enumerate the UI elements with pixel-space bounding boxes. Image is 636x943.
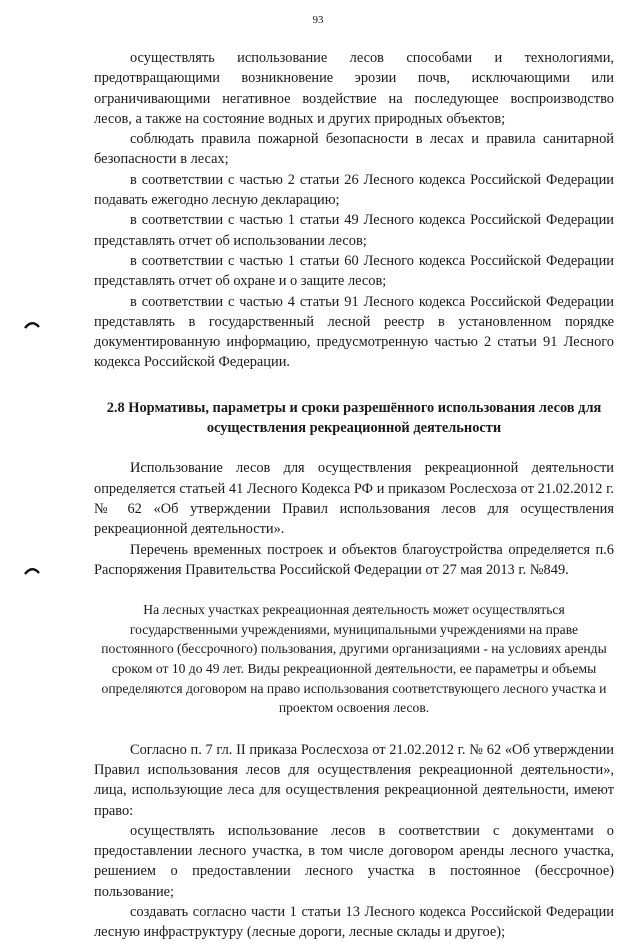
page-number: 93 (312, 14, 324, 26)
paragraph: в соответствии с частью 4 статьи 91 Лесного кодекса Российской Федерации представлять в государственный лесной реестр в установленном порядке документированную информацию, предусмотренную частью 2 статьи 91 Лесного кодекса Российской Федерации. (94, 293, 614, 371)
paragraph: в соответствии с частью 1 статьи 60 Лесного кодекса Российской Федерации представлять отчет об охране и о защите лесов; (94, 252, 614, 290)
margin-mark-icon (24, 566, 40, 575)
section-title: 2.8 Нормативы, параметры и сроки разрешённого использования лесов для осуществления рекреационной деятельности (106, 399, 602, 437)
paragraph: осуществлять использование лесов в соответствии с документами о предоставлении лесного участка, в том числе договором аренды лесного участка, решением о предоставлении лесного участка в постоянное (бессрочное) пользование; (94, 822, 614, 900)
centered-paragraph-block (94, 600, 614, 718)
document-body (94, 48, 614, 943)
paragraph: Использование лесов для осуществления рекреационной деятельности определяется статьей 41 Лесного Кодекса РФ и приказом Рослесхоза от 21.02.2012 г. № 62 «Об утверждении Правил использования лесов для осуществления рекреационной деятельности». (94, 460, 614, 538)
paragraph: соблюдать правила пожарной безопасности в лесах и правила санитарной безопасности в лесах; (94, 131, 614, 168)
paragraph: осуществлять использование лесов способами и технологиями, предотвращающими возникновение эрозии почв, исключающими или ограничивающими негативное воздействие на последующее воспроизводство лесов, а также на состояние водных и других природных объектов; (94, 50, 614, 127)
centered-paragraph: На лесных участках рекреационная деятельность может осуществляться государственными учреждениями, муниципальными учреждениями на праве постоянного (бессрочного) пользования, другими организациями - на условиях аренды сроком от 10 до 49 лет. Виды рекреационной деятельности, ее параметры и объемы определяются договором на право использования соответствующего лесного участка и проектом освоения лесов. (101, 602, 607, 716)
margin-mark-icon (24, 320, 40, 329)
paragraph: создавать согласно части 1 статьи 13 Лесного кодекса Российской Федерации лесную инфраструктуру (лесные дороги, лесные склады и другое); (94, 904, 614, 941)
paragraph: Согласно п. 7 гл. II приказа Рослесхоза от 21.02.2012 г. № 62 «Об утверждении Правил использования лесов для осуществления рекреационной деятельности», лица, использующие леса для осуществления рекреационной деятельности, имеют право: (94, 741, 614, 819)
paragraph: в соответствии с частью 2 статьи 26 Лесного кодекса Российской Федерации подавать ежегодно лесную декларацию; (94, 171, 614, 209)
paragraph: в соответствии с частью 1 статьи 49 Лесного кодекса Российской Федерации представлять отчет об использовании лесов; (94, 212, 614, 249)
paragraph: Перечень временных построек и объектов благоустройства определяется п.6 Распоряжения Правительства Российской Федерации от 27 мая 2013 г. №849. (94, 541, 614, 578)
